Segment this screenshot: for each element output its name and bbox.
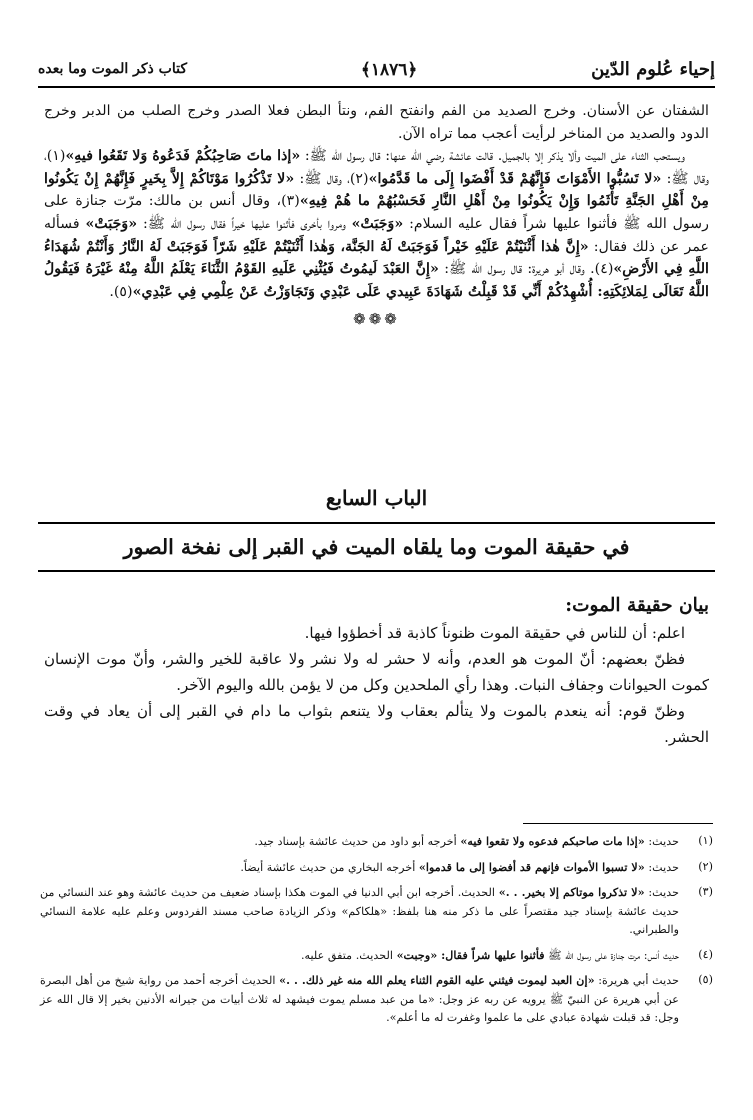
body-text — [44, 100, 709, 331]
footnote — [40, 883, 713, 940]
hadith-quote: «لا تَذْكُرُوا مَوْتَاكُمْ إِلاَّ بِخَيرٍ فَإِنَّهُمْ إِنْ يَكُونُوا مِنْ أَهْلِ الجَنَّةِ تَأْثَمُوا وَإِنْ يَكُونُوا مِنْ أَهْلِ النَّارِ فَحَسْبُهُمْ ما هُمْ فِيهِ» — [44, 170, 709, 210]
footnote-number: (٣) — [698, 885, 713, 898]
paragraph: اعلم: أن للناس في حقيقة الموت ظنوناً كاذبة قد أخطؤوا فيها. — [304, 624, 685, 642]
footnote-text: حديث أبي هريرة: «إن العبد ليموت فيثني عليه القوم الثناء يعلم الله منه غير ذلك. . .» الحديث أخرجه أحمد من رواية شيخ من أهل البصرة عن أبي هريرة عن النبيّ ﷺ يرويه عن ربه عز وجل: «ما من عبد مسلم يموت فيشهد له ثلاث أبيات من جيرانه الأدنين بخير إلا قال الله عز وجل: قد قبلت شهادة عبادي على ما علموا وغفرت له ما أعلم». — [40, 973, 679, 1024]
footnote — [40, 832, 713, 852]
footnote-number: (١) — [698, 834, 713, 847]
hadith-quote: «إِنَّ العَبْدَ لَيمُوتُ فَيُثْنِي عَلَيهِ القَوْمُ الثَّنَاءَ يَعْلَمُ اللَّهُ مِنْهُ غَيْرَهُ فَيَقُولُ اللَّهُ تَعَالَى لِمَلائِكَتِهِ: أُشْهِدُكُمْ أَنِّي قَدْ قَبِلْتُ شَهَادَةَ عَبِيدي عَلَى عَبْدِي وَتَجَاوَزْتُ عَنْ عِلْمِي فِي عَبْدِي» — [44, 261, 709, 300]
footnote-text: حديث: «إذا مات صاحبكم فدعوه ولا تقعوا فيه» أخرجه أبو داود من حديث عائشة بإسناد جيد. — [254, 834, 679, 848]
hadith-quote: «لا تَسُبُّوا الأَمْوَاتَ فَإِنَّهُمْ قَدْ أَفْضَوا إِلَى ما قَدَّمُوا» — [368, 170, 662, 187]
chapter-number: الباب السابع — [325, 486, 428, 510]
page-number: ﴿١٨٧٦﴾ — [360, 59, 418, 80]
hadith-quote: «إِنَّ هٰذا أَثْنَيْتُمْ عَلَيْهِ خَيْراً فَوَجَبَتْ لَهُ الجَنَّة، وَهٰذا أَثْنَيْتُمْ عَلَيْهِ شَرّاً فَوَجَبَتْ لَهُ النَّارُ وَأَنْتُمْ شُهَدَاءُ اللَّهِ فِي الأَرْضِ» — [44, 238, 710, 278]
footnotes — [40, 832, 713, 1034]
footnote-number: (٥) — [698, 973, 713, 986]
hadith-quote: «إذا ماتَ صَاحِبُكُمْ فَدَعُوهُ وَلا تَقَعُوا فيهِ» — [65, 148, 301, 165]
chapter-title — [38, 522, 715, 572]
footnote-number: (٢) — [698, 859, 713, 873]
footnote-divider — [523, 823, 713, 824]
section-separator: ❁❁❁ — [353, 310, 400, 329]
chapter-title-text: في حقيقة الموت وما يلقاه الميت في القبر إلى نفخة الصور — [123, 535, 630, 559]
section — [44, 593, 709, 750]
footnote-text: حديث: «لا تسبوا الأموات فإنهم قد أفضوا إلى ما قدموا» أخرجه البخاري من حديث عائشة أيضاً. — [240, 859, 679, 874]
hadith-quote: «وَجَبَتْ» — [85, 215, 138, 232]
footnote-text: حديث أنس: مرت جنازة على رسول الله ﷺ فأثنوا عليها شراً فقال: «وجبت» الحديث. متفق عليه. — [300, 947, 679, 962]
running-chapter-title: كتاب ذكر الموت وما بعده — [38, 61, 187, 77]
paragraph: الشفتان عن الأسنان. وخرج الصديد من الفم وانفتح الفم، ونتأ البطن فعلا الصدر وخرج الصلب من الدبر وخرج الدود والصديد من المناخر لرأيت أعجب مما تراه الآن. — [44, 103, 709, 142]
hadith-quote: «وَجَبَتْ» — [351, 215, 404, 232]
page-header — [38, 52, 715, 88]
book-title: إحياء عُلوم الدّين — [591, 58, 715, 80]
footnote — [40, 858, 713, 878]
paragraph: ويستحب الثناء على الميت وألا يذكر إلا بالجميل. قالت عائشة رضي الله عنها: قال رسول الله ﷺ: «إذا ماتَ صَاحِبُكُمْ فَدَعُوهُ وَلا تَقَعُوا فيهِ»(١)، وقال ﷺ: «لا تَسُبُّوا الأَمْوَاتَ فَإِنَّهُمْ قَدْ أَفْضَوا إِلَى ما قَدَّمُوا»(٢)، وقال ﷺ: «لا تَذْكُرُوا مَوْتَاكُمْ إِلاَّ بِخَيرٍ فَإِنَّهُمْ إِنْ يَكُونُوا مِنْ أَهْلِ الجَنَّةِ تَأْثَمُوا وَإِنْ يَكُونُوا مِنْ أَهْلِ النَّارِ فَحَسْبُهُمْ ما هُمْ فِيهِ»(٣)، وقال أنس بن مالك: مرّت جنازة على رسول الله ﷺ فأثنوا عليها شراً فقال عليه السلام: «وَجَبَتْ» ومروا بأخرى فأثنوا عليها خيراً فقال رسول الله ﷺ: «وَجَبَتْ» فسأله عمر عن ذلك فقال: «إِنَّ هٰذا أَثْنَيْتُمْ عَلَيْهِ خَيْراً فَوَجَبَتْ لَهُ الجَنَّة، وَهٰذا أَثْنَيْتُمْ عَلَيْهِ شَرّاً فَوَجَبَتْ لَهُ النَّارُ وَأَنْتُمْ شُهَدَاءُ اللَّهِ فِي الأَرْضِ»(٤). وقال أبو هريرة: قال رسول الله ﷺ: «إِنَّ العَبْدَ لَيمُوتُ فَيُثْنِي عَلَيهِ القَوْمُ الثَّنَاءَ يَعْلَمُ اللَّهُ مِنْهُ غَيْرَهُ فَيَقُولُ اللَّهُ تَعَالَى لِمَلائِكَتِهِ: أُشْهِدُكُمْ أَنِّي قَدْ قَبِلْتُ شَهَادَةَ عَبِيدي عَلَى عَبْدِي وَتَجَاوَزْتُ عَنْ عِلْمِي فِي عَبْدِي»(٥). — [44, 148, 710, 300]
footnote — [40, 971, 713, 1028]
footnote-text: حديث: «لا تذكروا موتاكم إلا بخير. . .» الحديث. أخرجه ابن أبي الدنيا في الموت هكذا بإسناد ضعيف من حديث عائشة وهو عند النسائي من حديث عائشة بإسناد جيد مقتصراً على ما ذكر منه هنا بلفظ: «هلكاكم» وذكر الزيادة صاحب مسند الفردوس وعلم عليه علامة النسائي والطبراني. — [40, 885, 680, 936]
footnote — [40, 946, 713, 966]
paragraph: فظنّ بعضهم: أنّ الموت هو العدم، وأنه لا حشر له ولا نشر ولا عاقبة للخير والشر، وأنّ موت الإنسان كموت الحيوانات وجفاف النبات. وهذا رأي الملحدين وكل من لا يؤمن بالله واليوم الآخر. — [44, 650, 709, 694]
section-heading: بيان حقيقة الموت: — [565, 595, 709, 616]
footnote-number: (٤) — [698, 947, 713, 961]
paragraph: وظنّ قوم: أنه ينعدم بالموت ولا يتألم بعقاب ولا يتنعم بثواب ما دام في القبر إلى أن يعاد في وقت الحشر. — [44, 702, 709, 746]
